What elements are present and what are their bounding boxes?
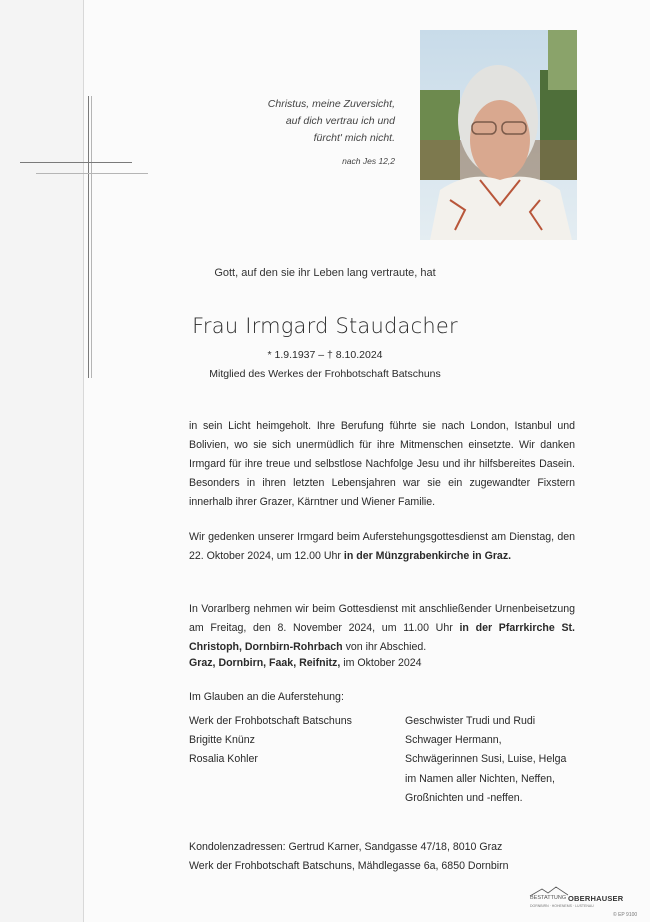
membership-line: Mitglied des Werkes der Frohbotschaft Batschuns — [209, 368, 441, 380]
paragraph-vorarlberg-service — [189, 600, 575, 657]
vorarlberg-service-location: in der Pfarrkirche St. Christoph, Dornbirn-Rohrbach — [189, 622, 575, 653]
signatories-left — [189, 712, 389, 770]
quote-line: fürcht' mich nicht. — [313, 132, 395, 144]
places-date-line — [189, 654, 575, 673]
signatory: Brigitte Knünz — [189, 734, 255, 747]
portrait-photo — [420, 30, 577, 240]
signatory: Werk der Frohbotschaft Batschuns — [189, 715, 352, 727]
paragraph-graz-service — [189, 528, 575, 566]
life-dates: * 1.9.1937 – † 8.10.2024 — [267, 349, 383, 361]
condolence-address: Kondolenzadressen: Gertrud Karner, Sandgasse 47/18, 8010 Graz — [189, 841, 503, 853]
logo-code: © EP 9100 — [613, 912, 638, 918]
paragraph-biography: in sein Licht heimgeholt. Ihre Berufung führte sie nach London, Istanbul und Bolivien, wo sie sich unermüdlich für ihre Mitmenschen einsetzte. Wir danken Irmgard für ihre treue und selbstlose Nachfolge Jesu und ihr hilfsbereites Dasein. Besonders in ihren letzten Lebensjahren war sie ein zugewandter Fixstern innerhalb ihrer Grazer, Kärntner und Wiener Familie. — [189, 420, 575, 508]
graz-service-text: Wir gedenken unserer Irmgard beim Auferstehungsgottesdienst am Dienstag, den 22. Oktober 2024, um 12.00 Uhr — [189, 531, 575, 562]
signatory: Schwägerinnen Susi, Luise, Helga — [405, 753, 567, 766]
places-list: Graz, Dornbirn, Faak, Reifnitz, — [189, 657, 341, 669]
faith-line: Im Glauben an die Auferstehung: — [189, 691, 344, 703]
cross-horizontal-line — [20, 162, 132, 163]
left-margin-strip — [0, 0, 84, 922]
bible-quote — [195, 96, 395, 170]
graz-service-location: in der Münzgrabenkirche in Graz. — [343, 550, 512, 562]
vorarlberg-service-tail: von ihr Abschied. — [345, 641, 427, 653]
condolence-address: Werk der Frohbotschaft Batschuns, Mähdlegasse 6a, 6850 Dornbirn — [189, 860, 509, 872]
places-month: im Oktober 2024 — [343, 657, 422, 669]
condolence-addresses — [189, 838, 509, 876]
signatory: im Namen aller Nichten, Neffen, — [405, 772, 555, 785]
logo-tagline: DORNBIRN · HOHENEMS · LUSTENAU — [530, 904, 594, 908]
vorarlberg-service-text: In Vorarlberg nehmen wir beim Gottesdienst mit anschließender Urnenbeisetzung am Freitag, den 8. November 2024, um 11.00 Uhr — [189, 603, 575, 634]
intro-line: Gott, auf den sie ihr Leben lang vertraute, hat — [214, 267, 436, 279]
cross-horizontal-shadow — [36, 173, 148, 174]
quote-line: auf dich vertrau ich und — [285, 115, 395, 127]
quote-line: Christus, meine Zuversicht, — [267, 98, 395, 110]
funeral-home-logo — [528, 886, 638, 916]
signatory: Großnichten und -neffen. — [405, 791, 523, 804]
deceased-name: Frau Irmgard Staudacher — [192, 314, 458, 338]
signatory: Schwager Hermann, — [405, 734, 502, 747]
logo-brand: OBERHAUSER — [568, 894, 624, 903]
signatories-right — [405, 712, 585, 808]
logo-prefix: BESTATTUNG — [530, 895, 567, 901]
quote-source: nach Jes 12,2 — [342, 156, 395, 166]
signatory: Rosalia Kohler — [189, 753, 258, 766]
signatory: Geschwister Trudi und Rudi — [405, 715, 536, 727]
